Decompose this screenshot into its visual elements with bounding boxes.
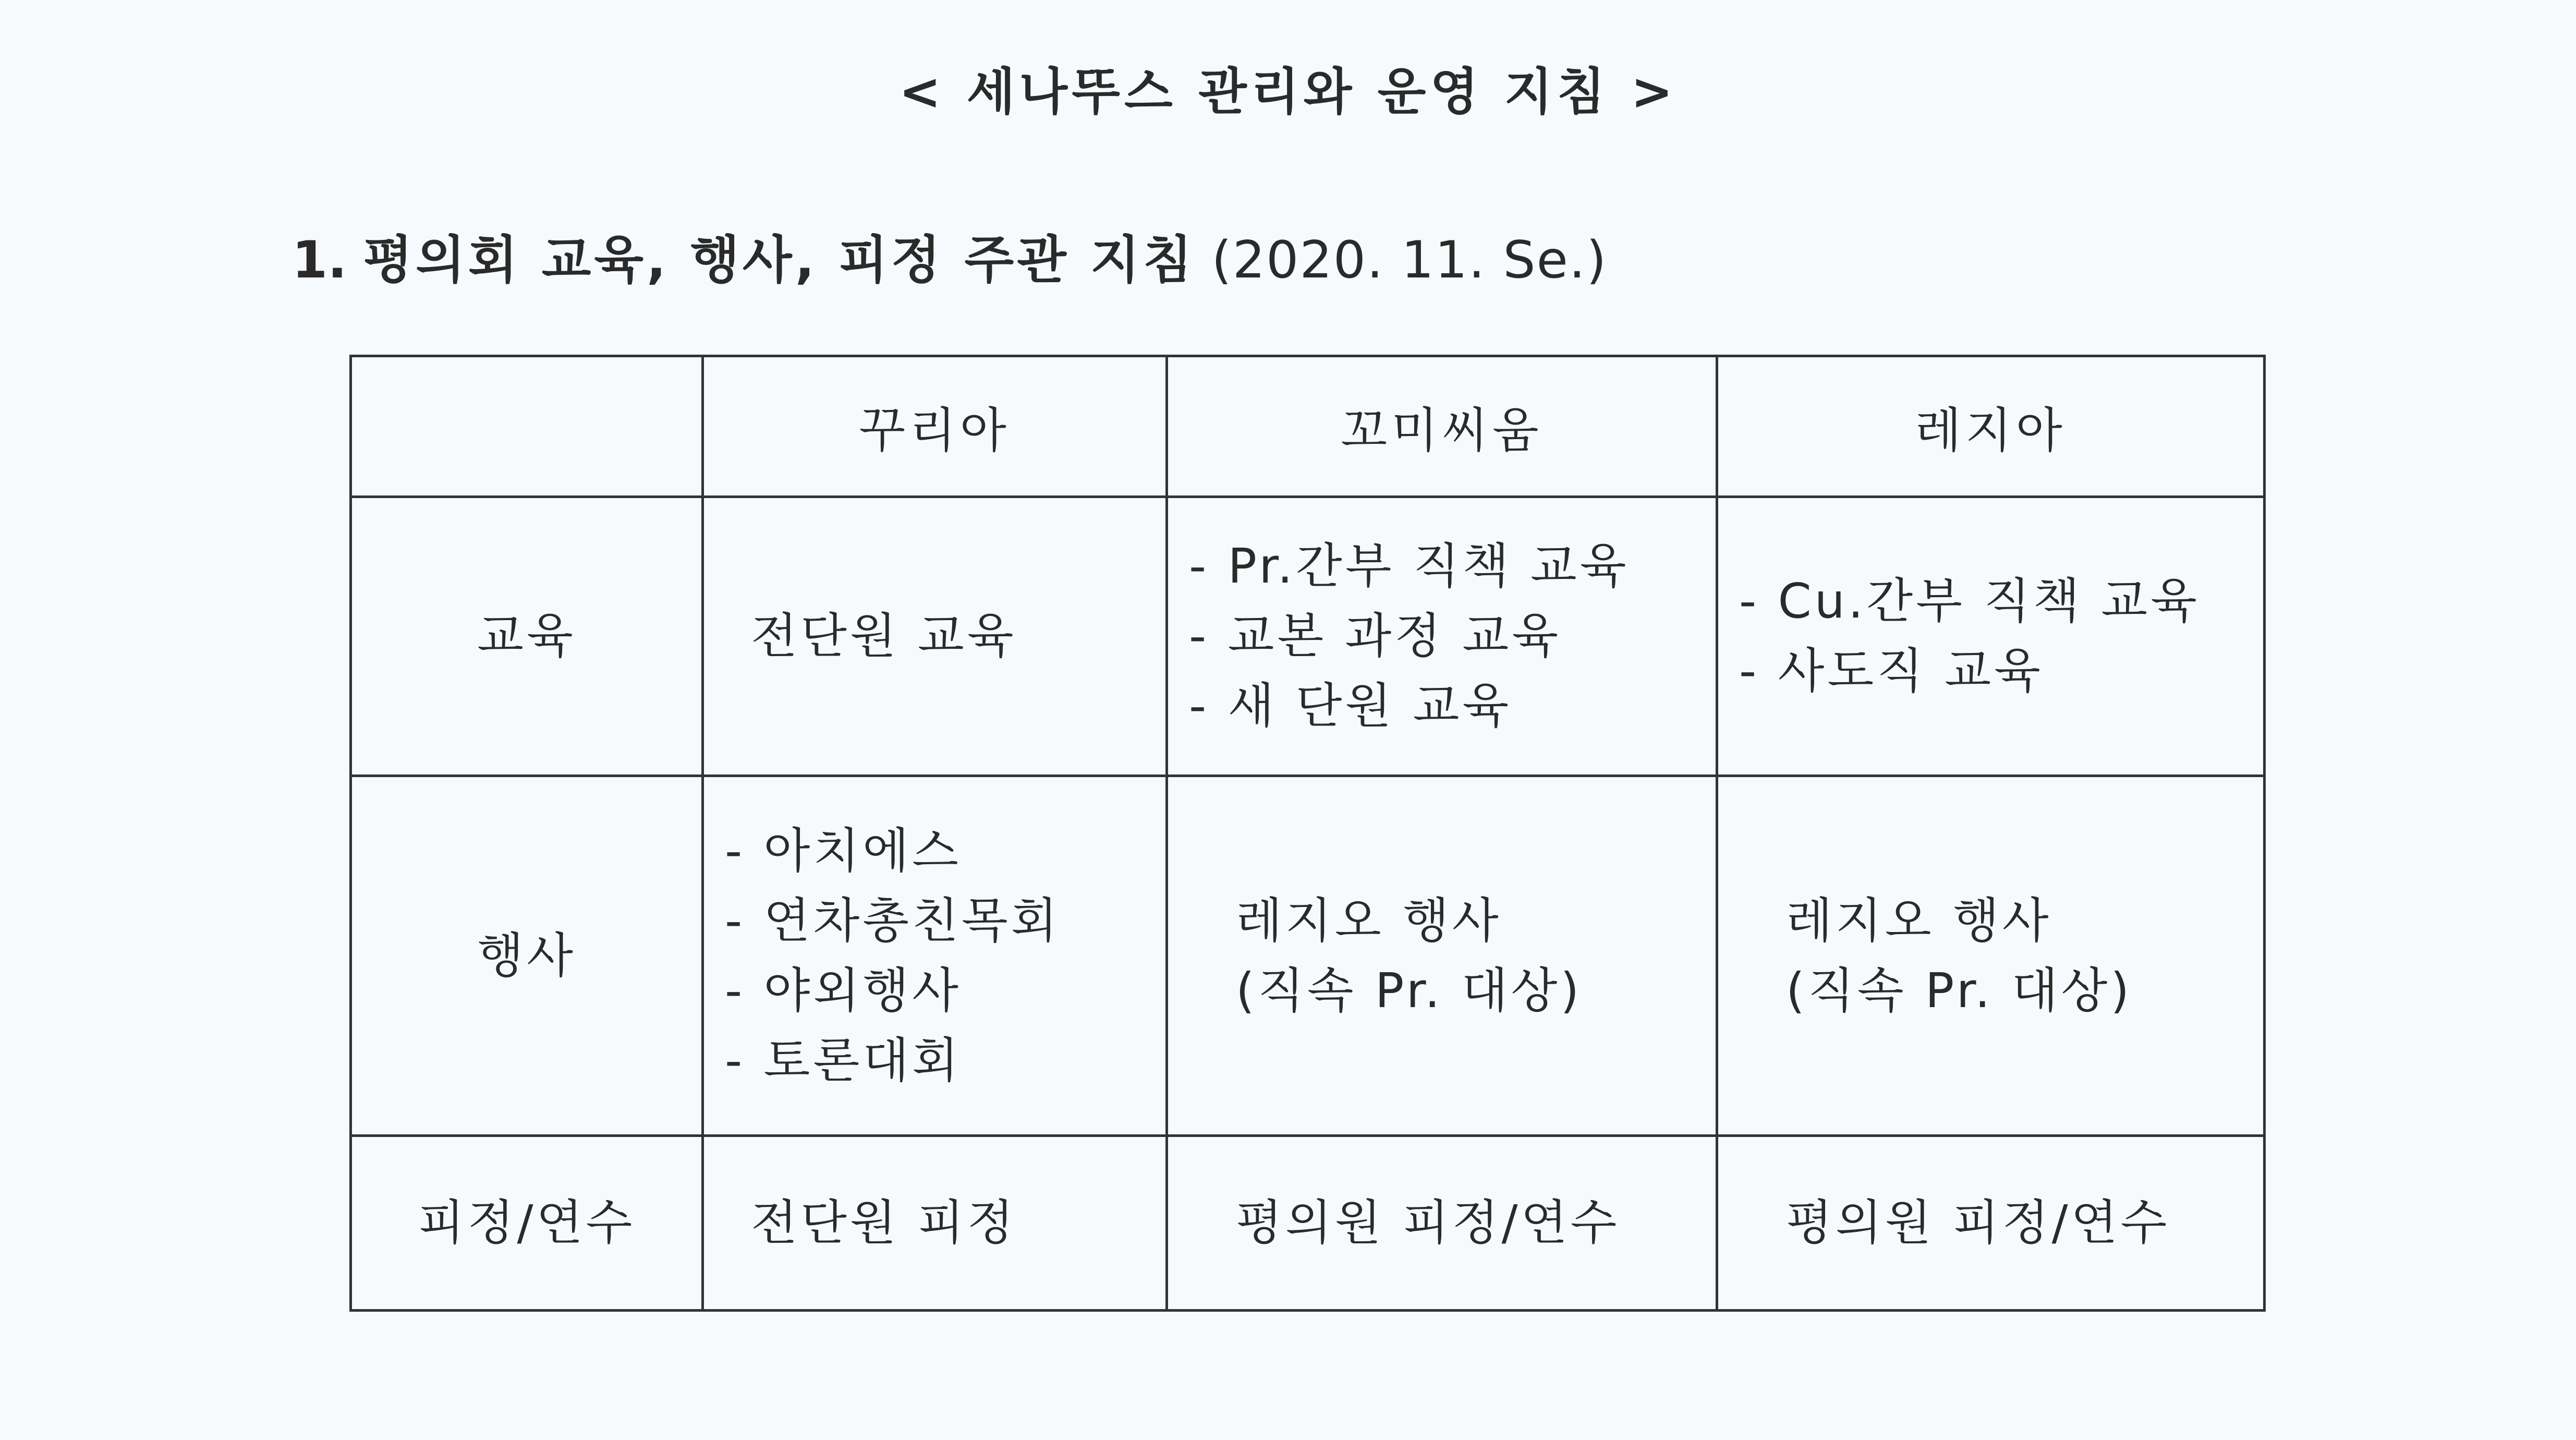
cell-education-regia: - Cu.간부 직책 교육 - 사도직 교육	[1717, 497, 2265, 776]
header-empty-cell	[351, 356, 703, 497]
cell-events-regia: 레지오 행사 (직속 Pr. 대상)	[1717, 776, 2265, 1136]
header-regia: 레지아	[1717, 356, 2265, 497]
row-label-education: 교육	[351, 497, 703, 776]
cell-events-curia: - 아치에스 - 연차총친목회 - 야외행사 - 토론대회	[703, 776, 1167, 1136]
table-row-retreat	[351, 1136, 2265, 1311]
section-note: (2020. 11. Se.)	[1211, 231, 1608, 290]
guideline-table	[349, 355, 2266, 1312]
section-number: 1.	[292, 231, 347, 290]
table-header-row	[351, 356, 2265, 497]
cell-education-comitium: - Pr.간부 직책 교육 - 교본 과정 교육 - 새 단원 교육	[1167, 497, 1717, 776]
section-heading	[292, 219, 1607, 293]
header-comitium: 꼬미씨움	[1167, 356, 1717, 497]
page-title: < 세나뚜스 관리와 운영 지침 >	[898, 63, 1678, 121]
header-curia: 꾸리아	[703, 356, 1167, 497]
table-row-events	[351, 776, 2265, 1136]
row-label-events: 행사	[351, 776, 703, 1136]
row-label-retreat: 피정/연수	[351, 1136, 703, 1311]
cell-education-curia: 전단원 교육	[703, 497, 1167, 776]
cell-retreat-regia: 평의원 피정/연수	[1717, 1136, 2265, 1311]
cell-retreat-comitium: 평의원 피정/연수	[1167, 1136, 1717, 1311]
table-row-education	[351, 497, 2265, 776]
cell-events-comitium: 레지오 행사 (직속 Pr. 대상)	[1167, 776, 1717, 1136]
cell-retreat-curia: 전단원 피정	[703, 1136, 1167, 1311]
section-title: 평의회 교육, 행사, 피정 주관 지침	[363, 231, 1196, 290]
